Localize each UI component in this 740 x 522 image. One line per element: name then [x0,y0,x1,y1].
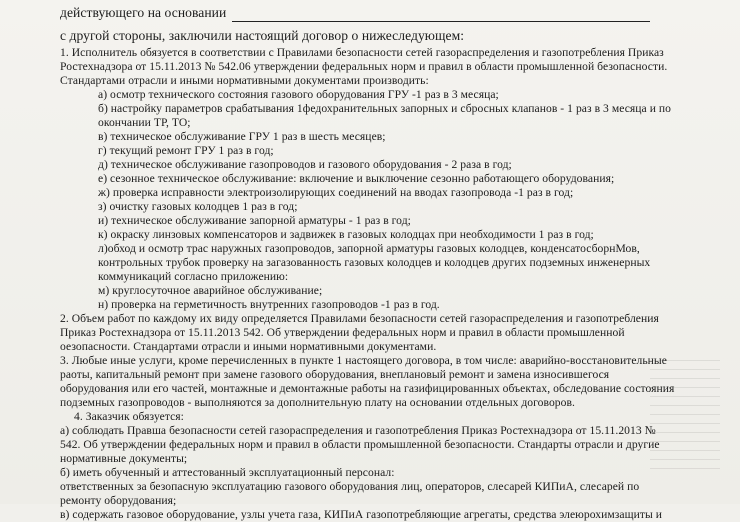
clause-line: в) техническое обслуживание ГРУ 1 раз в шесть месяцев; [98,130,386,143]
clause-line: Ростехнадзора от 15.11.2013 № 542.06 утверждении федеральных норм и правил в области промышленной безопасности. [60,60,668,73]
clause-line: окончании ТР, ТО; [98,116,191,129]
clause-line: в) содержать газовое оборудование, узлы учета газа, КИПиА газопотребляющие агрегаты, средства элеюрохимзащиты и [60,508,663,521]
clause-line: г) текущий ремонт ГРУ 1 раз в год; [98,144,274,157]
clause-line: б) настройку параметров срабатывания 1федохранительных запорных и сбросных клапанов - 1 раз в 3 месяца и по [98,102,672,115]
clause-line: Стандартами отрасли и иными нормативными документами производить: [60,74,429,87]
clause-line: 2. Объем работ по каждому их виду определяется Правилами безопасности сетей газораспределения и газопотребления [60,312,659,325]
clause-line: оезопасности. Стандартами отрасли и иными нормативными документами. [60,340,437,353]
clause-line: д) техническое обслуживание газопроводов и газового оборудования - 2 раза в год; [98,158,512,171]
clause-line: к) окраску линзовых компенсаторов и задвижек в газовых колодцах при необходимости 1 раз в год; [98,228,594,241]
clause-line: нормативные документы; [60,452,188,465]
clause-line: а) осмотр технического состояния газового оборудования ГРУ -1 раз в 3 месяца; [98,88,499,101]
clause-line: ответственных за безопасную эксплуатацию газового оборудования лиц, операторов, слесарей КИПиА, слесарей по [60,480,640,493]
basis-blank-line [232,21,650,22]
clause-line: а) соблюдать Правша безопасности сетей газораспределения и газопотребления Приказ Ростехнадзора от 15.11.2013 № [60,424,656,437]
clause-line: б) иметь обученный и аттестованный эксплуатационный персонал: [60,466,395,479]
clause-line: л)обход и осмотр трас наружных газопроводов, запорной арматуры газовых колодцев, конденсатосборнМов, [98,242,640,255]
clause-line: и) техническое обслуживание запорной арматуры - 1 раз в год; [98,214,411,227]
clause-line: коммуникаций согласно приложению: [98,270,289,283]
clause-line: з) очистку газовых колодцев 1 раз в год; [98,200,298,213]
clause-line: м) круглосуточное аварийное обслуживание; [98,284,323,297]
clause-line: 3. Любые иные услуги, кроме перечисленных в пункте 1 настоящего договора, в том числе: аварийно-восстановительные [60,354,667,367]
show-through-stamp [650,360,720,470]
clause-line: Приказ Ростехнадзора от 15.11.2013 542. Об утверждении федеральных норм и правил в области промышленной [60,326,625,339]
header-basis-label: действующего на основании [60,5,227,20]
clause-line: 542. Об утверждении федеральных норм и правил в области промышленной безопасности. Стандарты отрасли и другие [60,438,660,451]
clause-line: контрольных трубок проверку на загазованность газовых колодцев и колодцев других подземных инженерных [98,256,651,269]
clause-line: 4. Заказчик обязуется: [74,410,184,423]
clause-line: н) проверка на герметичность внутренних газопроводов -1 раз в год. [98,298,440,311]
header-agreement-line: с другой стороны, заключили настоящий договор о нижеследующем: [60,28,465,43]
clause-line: 1. Исполнитель обязуется в соответствии с Правилами безопасности сетей газораспределения и газопотребления Приказ [60,46,664,59]
clause-line: подземных газопроводов - выполняются за дополнительную плату на основании отдельных договоров. [60,396,575,409]
clause-line: ремонту оборудования; [60,494,177,507]
clause-line: е) сезонное техническое обслуживание: включение и выключение сезонно работающего оборудования; [98,172,615,185]
clause-line: оборудования или его частей, монтажные и демонтажные работы на газифицированных объектах, обследование состояния [60,382,675,395]
clause-line: ж) проверка исправности электроизолирующих соединений на вводах газопровода -1 раз в год; [98,186,574,199]
clause-line: раоты, капитальный ремонт при замене газового оборудования, внеплановый ремонт и замена износившегося [60,368,610,381]
